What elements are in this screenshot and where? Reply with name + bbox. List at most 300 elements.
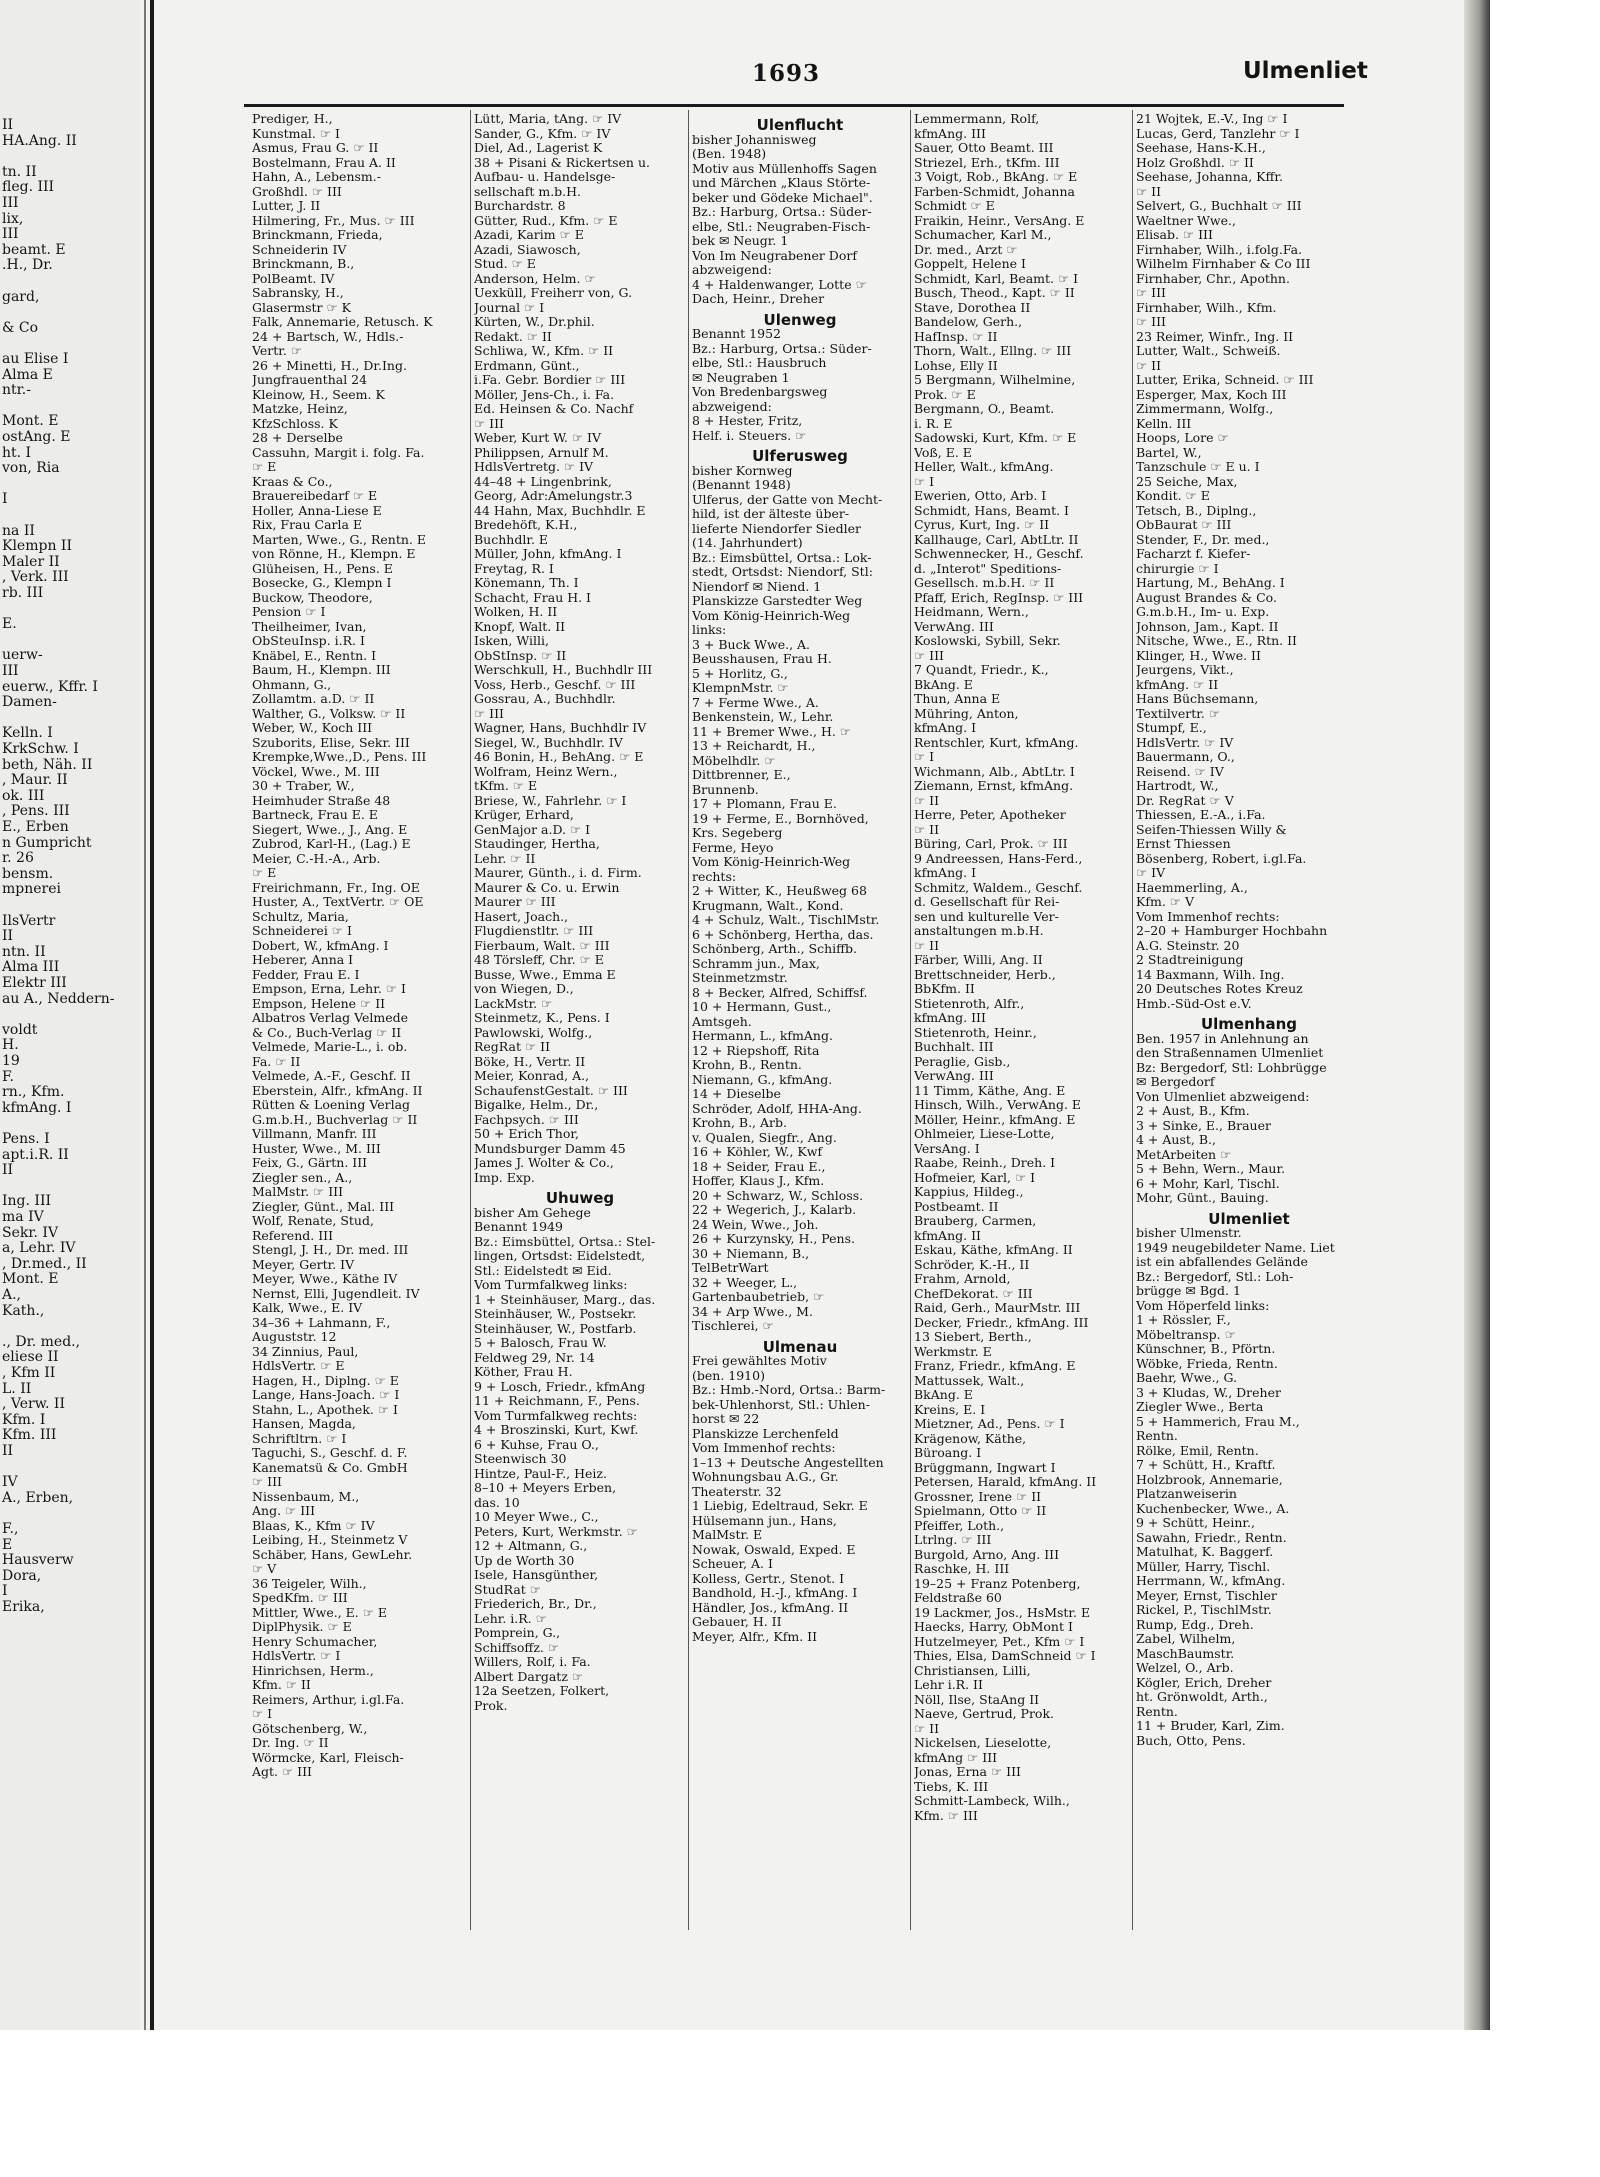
- directory-entry-line: Dittbrenner, E.,: [692, 767, 791, 782]
- directory-entry-line: Rentn.: [1136, 1428, 1178, 1443]
- street-section-heading: Ulferusweg: [752, 447, 848, 465]
- directory-entry-line: Hartung, M., BehAng. I: [1136, 575, 1285, 590]
- left-page-text: Kfm. III: [2, 1427, 57, 1444]
- directory-entry-line: Walther, G., Volksw. ☞ II: [252, 705, 406, 721]
- directory-entry-line: Lehr i.R. II: [914, 1677, 983, 1692]
- left-page-text: ht. I: [2, 444, 32, 461]
- directory-entry-line: 3 Voigt, Rob., BkAng. ☞ E: [914, 169, 1078, 184]
- directory-entry-line: elbe, Stl.: Hausbruch: [692, 355, 827, 370]
- directory-entry-line: Ziegler Wwe., Berta: [1136, 1399, 1264, 1414]
- street-section-heading: Ulenflucht: [756, 116, 844, 134]
- directory-entry-line: Krägenow, Käthe,: [914, 1430, 1027, 1446]
- directory-entry-line: James J. Wolter & Co.,: [474, 1155, 614, 1170]
- directory-entry-line: Möbelhdlr. ☞: [692, 752, 776, 768]
- directory-entry-line: Zabel, Wilhelm,: [1136, 1631, 1236, 1646]
- directory-entry-line: 44–48 + Lingenbrink,: [474, 473, 612, 489]
- directory-entry-line: Steenwisch 30: [474, 1451, 567, 1466]
- directory-entry-line: ObBaurat ☞ III: [1136, 517, 1232, 532]
- directory-entry-line: Wöbke, Frieda, Rentn.: [1136, 1355, 1278, 1371]
- left-page-text: ok. III: [2, 787, 45, 804]
- directory-entry-line: Lütt, Maria, tAng. ☞ IV: [474, 112, 622, 126]
- directory-entry-line: 1949 neugebildeter Name. Liet: [1136, 1239, 1335, 1255]
- directory-entry-line: 34 Zinnius, Paul,: [252, 1343, 359, 1359]
- directory-entry-line: Buchhdlr. E: [474, 531, 549, 547]
- column-divider: [688, 110, 689, 1930]
- left-page-text: ., Dr. med.,: [2, 1333, 81, 1350]
- directory-entry-line: 10 Meyer Wwe., C.,: [474, 1509, 599, 1524]
- directory-entry-line: Hartrodt, W.,: [1136, 778, 1219, 793]
- directory-entry-line: Bandhold, H.-J., kfmAng. I: [692, 1585, 858, 1600]
- directory-entry-line: Pawlowski, Wolfg.,: [474, 1024, 593, 1040]
- left-page-text: rn., Kfm.: [2, 1084, 65, 1101]
- directory-entry-line: 19–25 + Franz Potenberg,: [914, 1575, 1081, 1591]
- directory-entry-line: Händler, Jos., kfmAng. II: [692, 1599, 849, 1615]
- directory-entry-line: Brüggmann, Ingwart I: [914, 1459, 1056, 1475]
- directory-entry-line: Vöckel, Wwe., M. III: [252, 763, 380, 779]
- left-page-text: Maler II: [2, 553, 60, 570]
- directory-entry-line: Busch, Theod., Kapt. ☞ II: [914, 285, 1075, 300]
- directory-entry-line: Rickel, P., TischlMstr.: [1136, 1602, 1272, 1617]
- directory-entry-line: v. Qualen, Siegfr., Ang.: [692, 1129, 837, 1145]
- directory-entry-line: 2–20 + Hamburger Hochbahn: [1136, 923, 1328, 938]
- directory-entry-line: Schwennecker, H., Geschf.: [914, 546, 1084, 561]
- left-page-text: ntr.-: [2, 382, 31, 399]
- directory-entry-line: Schumacher, Karl M.,: [914, 227, 1052, 242]
- directory-entry-line: Kalk, Wwe., E. IV: [252, 1300, 363, 1315]
- left-page-text: A., Erben,: [2, 1489, 74, 1506]
- directory-entry-line: Ferme, Heyo: [692, 839, 774, 855]
- directory-entry-line: Voss, Herb., Geschf. ☞ III: [474, 676, 636, 692]
- directory-entry-line: Nöll, Ilse, StaAng II: [914, 1691, 1040, 1707]
- directory-entry-line: Waeltner Wwe.,: [1136, 212, 1236, 228]
- directory-entry-line: Mühring, Anton,: [914, 705, 1019, 721]
- left-page-text: au A., Neddern-: [2, 990, 115, 1007]
- left-page-text: Hausverw: [2, 1552, 74, 1569]
- directory-entry-line: von Wiegen, D.,: [474, 981, 574, 996]
- directory-entry-line: sen und kulturelle Ver-: [914, 908, 1059, 924]
- left-page-text: Alma E: [2, 366, 53, 383]
- left-page-text: , Kfm II: [2, 1365, 56, 1381]
- left-page-text: IlsVertr: [2, 912, 56, 929]
- directory-entry-line: Dr. RegRat ☞ V: [1136, 792, 1234, 808]
- directory-entry-line: Prediger, H.,: [252, 112, 333, 126]
- directory-entry-line: Kfm. ☞ III: [914, 1807, 978, 1823]
- directory-entry-line: 8 + Hester, Fritz,: [692, 413, 803, 428]
- left-page-text: A.,: [2, 1287, 22, 1303]
- left-page-text: gard,: [2, 288, 40, 305]
- directory-entry-line: bisher Johannisweg: [692, 131, 817, 147]
- directory-entry-line: Herrmann, W., kfmAng.: [1136, 1573, 1286, 1588]
- left-page-text: 19: [2, 1053, 20, 1069]
- directory-entry-line: Velmede, A.-F., Geschf. II: [252, 1068, 411, 1083]
- directory-entry-line: i.Fa. Gebr. Bordier ☞ III: [474, 372, 626, 387]
- directory-entry-line: Burchardstr. 8: [474, 198, 566, 213]
- directory-entry-line: MalMstr. ☞ III: [252, 1184, 344, 1199]
- directory-entry-line: Wichmann, Alb., AbtLtr. I: [914, 763, 1075, 779]
- directory-entry-line: 23 Reimer, Winfr., Ing. II: [1136, 328, 1294, 344]
- directory-entry-line: kfmAng. ☞ II: [1136, 676, 1219, 692]
- directory-entry-line: Zimmermann, Wolfg.,: [1136, 401, 1274, 416]
- directory-entry-line: Empson, Helene ☞ II: [252, 995, 386, 1011]
- directory-entry-line: Wolfram, Heinz Wern.,: [474, 763, 618, 779]
- directory-entry-line: 11 + Reichmann, F., Pens.: [474, 1393, 640, 1408]
- directory-entry-line: Tischlerei, ☞: [692, 1318, 774, 1333]
- directory-entry-line: TelBetrWart: [692, 1260, 769, 1275]
- directory-entry-line: Niendorf ✉ Niend. 1: [692, 578, 822, 594]
- directory-entry-line: Jonas, Erna ☞ III: [914, 1764, 1021, 1779]
- directory-entry-line: Werschkull, H., Buchhdlr III: [474, 662, 653, 677]
- directory-entry-line: ☞ V: [252, 1561, 277, 1576]
- directory-entry-line: Stietenroth, Heinr.,: [914, 1024, 1037, 1040]
- directory-entry-line: Wolf, Renate, Stud,: [252, 1213, 374, 1228]
- directory-entry-line: ☞ E: [252, 459, 277, 474]
- directory-entry-line: 1–13 + Deutsche Angestellten: [692, 1454, 884, 1470]
- left-page-text: Kath.,: [2, 1302, 45, 1319]
- directory-entry-line: Könemann, Th. I: [474, 575, 579, 590]
- left-page-text: I: [2, 491, 8, 508]
- directory-entry-line: Färber, Willi, Ang. II: [914, 952, 1043, 967]
- directory-entry-line: Jungfrauenthal 24: [252, 372, 368, 387]
- directory-entry-line: Tanzschule ☞ E u. I: [1136, 459, 1260, 474]
- directory-entry-line: ☞ III: [474, 415, 504, 431]
- directory-entry-line: (Benannt 1948): [692, 477, 791, 492]
- directory-entry-line: Raid, Gerh., MaurMstr. III: [914, 1300, 1081, 1315]
- left-page-text: lix,: [2, 210, 24, 227]
- directory-entry-line: Frahm, Arnold,: [914, 1271, 1011, 1286]
- directory-entry-line: Schultz, Maria,: [252, 908, 349, 924]
- directory-entry-line: Lutter, Walt., Schweiß.: [1136, 343, 1281, 358]
- directory-entry-line: 48 Törsleff, Chr. ☞ E: [474, 952, 604, 967]
- left-page-text: III: [2, 663, 19, 679]
- directory-entry-line: 5 Bergmann, Wilhelmine,: [914, 372, 1076, 387]
- directory-entry-line: Schmidt, Hans, Beamt. I: [914, 502, 1069, 518]
- left-page-text: von, Ria: [2, 460, 60, 477]
- directory-entry-line: Auguststr. 12: [252, 1329, 337, 1344]
- directory-entry-line: 4 + Broszinski, Kurt, Kwf.: [474, 1422, 639, 1437]
- page-edge: [1464, 0, 1490, 2030]
- directory-entry-line: 13 Siebert, Berth.,: [914, 1329, 1032, 1344]
- directory-entry-line: 19 + Ferme, E., Bornhöved,: [692, 810, 869, 826]
- left-page-text: II: [2, 1443, 14, 1459]
- directory-entry-line: Ang. ☞ III: [252, 1503, 316, 1518]
- directory-entry-line: Herre, Peter, Apotheker: [914, 807, 1066, 822]
- directory-entry-line: Baehr, Wwe., G.: [1136, 1370, 1238, 1385]
- directory-entry-line: Brettschneider, Herb.,: [914, 966, 1056, 982]
- directory-entry-line: Lohse, Elly II: [914, 357, 998, 373]
- directory-entry-line: 7 + Schütt, H., Kraftf.: [1136, 1457, 1276, 1472]
- directory-entry-line: Asmus, Frau G. ☞ II: [252, 140, 379, 155]
- directory-entry-line: 10 + Hermann, Gust.,: [692, 999, 832, 1014]
- left-page-text: II: [2, 928, 14, 945]
- directory-entry-line: Diel, Ad., Lagerist K: [474, 140, 603, 155]
- left-page-text: eliese II: [2, 1349, 59, 1366]
- directory-entry-line: Klinger, H., Wwe. II: [1136, 647, 1261, 663]
- directory-entry-line: Krohn, B., Rentn.: [692, 1057, 802, 1072]
- directory-entry-line: 26 + Kurzynsky, H., Pens.: [692, 1231, 855, 1246]
- directory-entry-line: Busse, Wwe., Emma E: [474, 966, 616, 982]
- directory-entry-line: ☞ II: [914, 792, 940, 808]
- directory-entry-line: Sauer, Otto Beamt. III: [914, 140, 1054, 155]
- left-page-text: ma IV: [2, 1209, 44, 1225]
- directory-entry-line: Sawahn, Friedr., Rentn.: [1136, 1529, 1287, 1545]
- left-page-text: au Elise I: [2, 351, 69, 367]
- directory-entry-line: Fachpsych. ☞ III: [474, 1111, 579, 1127]
- directory-entry-line: 20 + Schwarz, W., Schloss.: [692, 1187, 864, 1203]
- directory-entry-line: Bz.: Eimsbüttel, Ortsa.: Stel-: [474, 1233, 656, 1249]
- left-page-text: rb. III: [2, 585, 44, 601]
- directory-entry-line: Ewerien, Otto, Arb. I: [914, 488, 1047, 503]
- directory-entry-line: und Märchen „Klaus Störte-: [692, 175, 871, 190]
- left-page-text: , Verw. II: [2, 1396, 65, 1413]
- directory-entry-line: Vom Turmfalkweg links:: [474, 1277, 628, 1292]
- directory-entry-line: HdlsVertr. ☞ I: [252, 1648, 341, 1663]
- directory-entry-line: Schönberg, Arth., Schiffb.: [692, 941, 857, 956]
- directory-entry-line: Tiebs, K. III: [914, 1778, 989, 1794]
- directory-entry-line: Theilheimer, Ivan,: [252, 618, 367, 634]
- directory-entry-line: Elisab. ☞ III: [1136, 227, 1213, 242]
- directory-entry-line: MetArbeiten ☞: [1136, 1146, 1232, 1162]
- left-page-text: F.: [2, 1068, 14, 1085]
- directory-entry-line: kfmAng ☞ III: [914, 1749, 998, 1765]
- directory-entry-line: Bz.: Harburg, Ortsa.: Süder-: [692, 340, 872, 356]
- directory-entry-line: 7 + Ferme Wwe., A.: [692, 694, 819, 710]
- directory-entry-line: i. R. E: [914, 415, 953, 431]
- left-page-text: L. II: [2, 1380, 32, 1397]
- directory-entry-line: Planskizze Garstedter Weg: [692, 593, 863, 608]
- directory-entry-line: tKfm. ☞ E: [474, 778, 538, 793]
- directory-entry-line: Meyer, Ernst, Tischler: [1136, 1587, 1277, 1603]
- directory-entry-line: Kappius, Hildeg.,: [914, 1184, 1024, 1199]
- directory-entry-line: Bz.: Hmb.-Nord, Ortsa.: Barm-: [692, 1382, 886, 1397]
- directory-entry-line: Pfeiffer, Loth.,: [914, 1517, 1005, 1533]
- directory-entry-line: Thies, Elsa, DamSchneid ☞ I: [914, 1648, 1096, 1663]
- directory-entry-line: Cyrus, Kurt, Ing. ☞ II: [914, 517, 1050, 532]
- directory-entry-line: Isken, Willi,: [474, 633, 549, 648]
- directory-entry-line: Maurer ☞ III: [474, 894, 556, 909]
- directory-entry-line: Krugmann, Walt., Kond.: [692, 897, 844, 913]
- directory-entry-line: ☞ II: [914, 821, 940, 837]
- directory-entry-line: 34 + Arp Wwe., M.: [692, 1303, 813, 1319]
- directory-entry-line: Feix, G., Gärtn. III: [252, 1155, 368, 1170]
- directory-entry-line: 3 + Sinke, E., Brauer: [1136, 1117, 1271, 1133]
- directory-entry-line: Zollamtm. a.D. ☞ II: [252, 691, 375, 706]
- directory-entry-line: Nernst, Elli, Jugendleit. IV: [252, 1285, 420, 1301]
- directory-entry-line: Hmb.-Süd-Ost e.V.: [1136, 995, 1252, 1011]
- directory-entry-line: Seehase, Hans-K.H.,: [1136, 140, 1266, 155]
- directory-entry-line: Dr. med., Arzt ☞: [914, 241, 1018, 257]
- directory-entry-line: Glüheisen, H., Pens. E: [252, 560, 393, 576]
- book-gutter: [150, 0, 154, 2030]
- directory-entry-line: Azadi, Siawosch,: [474, 241, 581, 257]
- left-page-text: Alma III: [2, 959, 60, 976]
- directory-entry-line: Welzel, O., Arb.: [1136, 1660, 1234, 1675]
- directory-entry-line: Empson, Erna, Lehr. ☞ I: [252, 981, 406, 996]
- directory-entry-line: Johnson, Jam., Kapt. II: [1136, 618, 1279, 634]
- directory-entry-line: Haemmerling, A.,: [1136, 879, 1248, 895]
- directory-entry-line: Esperger, Max, Koch III: [1136, 386, 1287, 402]
- directory-entry-line: Sadowski, Kurt, Kfm. ☞ E: [914, 430, 1077, 445]
- directory-entry-line: Hintze, Paul-F., Heiz.: [474, 1465, 607, 1481]
- directory-entry-line: Brauberg, Carmen,: [914, 1213, 1037, 1228]
- directory-entry-line: Scheuer, A. I: [692, 1556, 773, 1571]
- directory-entry-line: 2 + Witter, K., Heußweg 68: [692, 883, 867, 898]
- directory-entry-line: Schröder, K.-H., II: [914, 1256, 1030, 1272]
- directory-entry-line: Sander, G., Kfm. ☞ IV: [474, 125, 611, 141]
- directory-entry-line: Firnhaber, Chr., Apothn.: [1136, 270, 1290, 286]
- directory-entry-line: 12 + Riepshoff, Rita: [692, 1042, 820, 1058]
- left-page-text: bensm.: [2, 865, 54, 882]
- directory-entry-line: Petersen, Harald, kfmAng. II: [914, 1474, 1097, 1489]
- directory-entry-line: Rentschler, Kurt, kfmAng.: [914, 734, 1079, 750]
- directory-entry-line: 6 + Schönberg, Hertha, das.: [692, 926, 874, 942]
- directory-entry-line: Bösenberg, Robert, i.gl.Fa.: [1136, 850, 1307, 866]
- directory-entry-line: 4 + Haldenwanger, Lotte ☞: [692, 276, 867, 292]
- left-page-text: III: [2, 226, 19, 243]
- directory-entry-line: Motiv aus Müllenhoffs Sagen: [692, 160, 877, 176]
- directory-entry-line: Krüger, Erhard,: [474, 807, 574, 822]
- directory-entry-line: Frei gewähltes Motiv: [692, 1353, 827, 1368]
- directory-entry-line: Hansen, Magda,: [252, 1416, 356, 1431]
- directory-entry-line: kfmAng. I: [914, 865, 977, 880]
- directory-entry-line: Lutter, J. II: [252, 198, 321, 213]
- left-page-text: Damen-: [2, 694, 57, 711]
- directory-entry-line: Huster, Wwe., M. III: [252, 1140, 381, 1156]
- left-page-text: II: [2, 1162, 14, 1179]
- directory-entry-line: 17 + Plomann, Frau E.: [692, 796, 837, 811]
- directory-entry-line: Mittler, Wwe., E. ☞ E: [252, 1604, 388, 1620]
- directory-entry-line: Friederich, Br., Dr.,: [474, 1596, 597, 1611]
- directory-entry-line: Stl.: Eidelstedt ✉ Eid.: [474, 1262, 612, 1278]
- directory-entry-line: Albatros Verlag Velmede: [252, 1010, 408, 1025]
- directory-entry-line: Farben-Schmidt, Johanna: [914, 183, 1075, 199]
- directory-entry-line: Kfm. ☞ II: [252, 1677, 311, 1692]
- directory-entry-line: ☞ IV: [1136, 865, 1166, 880]
- directory-entry-line: Redakt. ☞ II: [474, 328, 552, 344]
- directory-entry-line: Wörmcke, Karl, Fleisch-: [252, 1749, 404, 1765]
- directory-entry-line: MalMstr. E: [692, 1527, 763, 1542]
- left-page-text: a, Lehr. IV: [2, 1240, 76, 1257]
- left-page-text: Kelln. I: [2, 725, 53, 742]
- directory-entry-line: 5 + Behn, Wern., Maur.: [1136, 1161, 1286, 1176]
- directory-entry-line: Postbeamt. II: [914, 1198, 999, 1214]
- directory-entry-line: 3 + Buck Wwe., A.: [692, 636, 811, 652]
- directory-entry-line: 44 Hahn, Max, Buchhdlr. E: [474, 502, 646, 518]
- directory-entry-line: ht. Grönwoldt, Arth.,: [1136, 1689, 1268, 1704]
- directory-entry-line: MaschBaumstr.: [1136, 1645, 1235, 1661]
- directory-entry-line: 30 + Traber, W.,: [252, 778, 355, 793]
- directory-entry-line: 18 + Seider, Frau E.,: [692, 1158, 826, 1174]
- directory-entry-line: Bergmann, O., Beamt.: [914, 401, 1055, 416]
- directory-entry-line: ☞ I: [914, 749, 935, 764]
- directory-entry-line: Huster, A., TextVertr. ☞ OE: [252, 894, 424, 909]
- directory-entry-line: Zubrod, Karl-H., (Lag.) E: [252, 836, 411, 851]
- directory-entry-line: Heller, Walt., kfmAng.: [914, 459, 1054, 474]
- directory-entry-line: Hinrichsen, Herm.,: [252, 1662, 374, 1678]
- directory-entry-line: Reisend. ☞ IV: [1136, 763, 1224, 779]
- directory-entry-line: 21 Wojtek, E.-V., Ing ☞ I: [1136, 112, 1288, 126]
- directory-entry-line: Erdmann, Günt.,: [474, 357, 580, 373]
- directory-entry-line: Peters, Kurt, Werkmstr. ☞: [474, 1523, 638, 1539]
- directory-entry-line: August Brandes & Co.: [1136, 589, 1277, 605]
- directory-entry-line: abzweigend:: [692, 398, 772, 414]
- directory-entry-line: Fraikin, Heinr., VersAng. E: [914, 212, 1085, 228]
- directory-entry-line: Stave, Dorothea II: [914, 299, 1031, 315]
- directory-entry-line: Kürten, W., Dr.phil.: [474, 314, 595, 329]
- directory-entry-line: 46 Bonin, H., BehAng. ☞ E: [474, 749, 644, 764]
- directory-column-3: [692, 112, 908, 1912]
- directory-entry-line: ObStInsp. ☞ II: [474, 647, 567, 663]
- directory-entry-line: Büroang. I: [914, 1445, 982, 1460]
- directory-entry-line: Prok. ☞ E: [914, 386, 976, 402]
- directory-entry-line: Holz Großhdl. ☞ II: [1136, 154, 1254, 170]
- directory-column-5: [1136, 112, 1362, 1912]
- directory-entry-line: Goppelt, Helene I: [914, 256, 1026, 271]
- directory-entry-line: 5 + Horlitz, G.,: [692, 665, 788, 681]
- directory-entry-line: Mietzner, Ad., Pens. ☞ I: [914, 1416, 1065, 1431]
- directory-entry-line: Möller, Jens-Ch., i. Fa.: [474, 386, 615, 402]
- directory-entry-line: Bauermann, O.,: [1136, 749, 1235, 764]
- directory-entry-line: Rölke, Emil, Rentn.: [1136, 1442, 1259, 1458]
- directory-entry-line: Schneiderin IV: [252, 241, 347, 257]
- directory-entry-line: Nitsche, Wwe., E., Rtn. II: [1136, 633, 1297, 648]
- left-page-text: Mont. E: [2, 1271, 59, 1288]
- directory-entry-line: Müller, Harry, Tischl.: [1136, 1558, 1271, 1574]
- directory-entry-line: Thiessen, E.-A., i.Fa.: [1136, 807, 1266, 822]
- directory-entry-line: Platzanweiserin: [1136, 1486, 1237, 1501]
- directory-entry-line: Vom Höperfeld links:: [1136, 1297, 1270, 1313]
- directory-entry-line: Hans Büchsemann,: [1136, 691, 1259, 706]
- directory-entry-line: Kolless, Gertr., Stenot. I: [692, 1570, 845, 1586]
- directory-entry-line: Hutzelmeyer, Pet., Kfm ☞ I: [914, 1633, 1085, 1649]
- street-section-heading: Ulmenau: [762, 1337, 838, 1356]
- directory-entry-line: Schmidt ☞ E: [914, 198, 995, 213]
- directory-entry-line: Marten, Wwe., G., Rentn. E: [252, 531, 426, 547]
- directory-entry-line: Schneiderei ☞ I: [252, 923, 352, 938]
- directory-column-4: [914, 112, 1130, 1912]
- directory-entry-line: Krempke,Wwe.,D., Pens. III: [252, 749, 427, 764]
- directory-entry-line: Kraas & Co.,: [252, 473, 333, 489]
- left-page-text: Mont. E: [2, 413, 59, 430]
- directory-entry-line: rechts:: [692, 868, 737, 884]
- directory-entry-line: ☞ II: [914, 937, 940, 953]
- directory-entry-line: ☞ III: [474, 705, 504, 721]
- directory-entry-line: Hoffer, Klaus J., Kfm.: [692, 1173, 825, 1188]
- directory-entry-line: Schiffsoffz. ☞: [474, 1639, 560, 1655]
- directory-entry-line: 13 + Reichardt, H.,: [692, 738, 816, 753]
- directory-entry-line: Krs. Segeberg: [692, 825, 783, 840]
- left-page-text: III: [2, 195, 19, 211]
- directory-entry-line: Sabransky, H.,: [252, 285, 344, 300]
- directory-entry-line: Pomprein, G.,: [474, 1625, 561, 1640]
- directory-entry-line: Franz, Friedr., kfmAng. E: [914, 1358, 1076, 1373]
- directory-entry-line: Rump, Edg., Dreh.: [1136, 1616, 1254, 1632]
- directory-entry-line: A.G. Steinstr. 20: [1136, 937, 1240, 953]
- directory-entry-line: Stender, F., Dr. med.,: [1136, 531, 1270, 547]
- directory-entry-line: Firnhaber, Wilh., Kfm.: [1136, 299, 1277, 315]
- left-page-text: uerw-: [2, 647, 43, 664]
- left-page-text: H.: [2, 1037, 19, 1054]
- directory-entry-line: Voß, E. E: [914, 444, 972, 460]
- directory-entry-line: Philippsen, Arnulf M.: [474, 444, 609, 460]
- left-page-text: apt.i.R. II: [2, 1146, 69, 1163]
- directory-entry-line: Ulferus, der Gatte von Mecht-: [692, 491, 883, 507]
- directory-entry-line: (ben. 1910): [692, 1367, 765, 1383]
- directory-column-1: [252, 112, 466, 1912]
- directory-entry-line: ☞ III: [1136, 285, 1166, 300]
- directory-entry-line: Rentn.: [1136, 1703, 1178, 1719]
- directory-entry-line: Bosecke, G., Klempn I: [252, 575, 392, 590]
- directory-entry-line: Werkmstr. E: [914, 1343, 992, 1359]
